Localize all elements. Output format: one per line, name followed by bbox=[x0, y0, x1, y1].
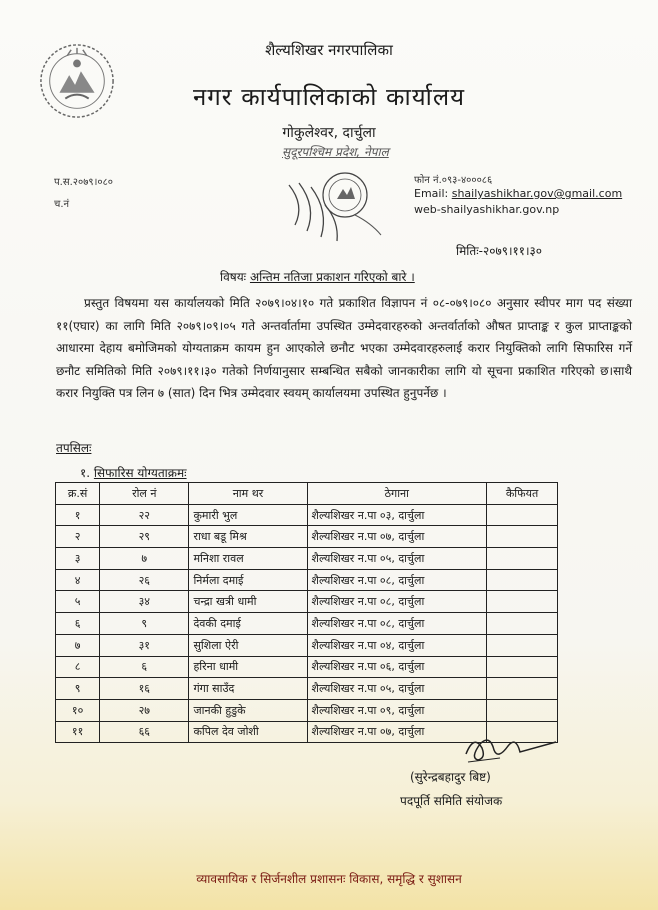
table-row bbox=[56, 569, 558, 591]
cell-serial: ८ bbox=[56, 656, 100, 678]
cell-remarks bbox=[487, 569, 558, 591]
cell-roll: ६६ bbox=[100, 721, 189, 743]
cell-name: गंगा साउँद bbox=[189, 678, 307, 700]
tapasil-heading: तपसिलः bbox=[56, 441, 92, 455]
phone-number: फोन नं.०९३-४०००८६ bbox=[414, 175, 493, 186]
municipality-name: शैल्यशिखर नगरपालिका bbox=[265, 41, 393, 59]
cell-roll: ७ bbox=[100, 548, 189, 570]
table-row bbox=[56, 613, 558, 635]
cell-serial: ७ bbox=[56, 634, 100, 656]
header-remarks: कैफियत bbox=[487, 483, 558, 505]
office-place: गोकुलेश्वर, दार्चुला bbox=[282, 125, 376, 141]
cell-serial: ४ bbox=[56, 569, 100, 591]
signatory-title: पदपूर्ति समिति संयोजक bbox=[400, 794, 503, 808]
cell-roll: ९ bbox=[100, 613, 189, 635]
website: web-shailyashikhar.gov.np bbox=[414, 203, 560, 216]
subject-label: विषयः bbox=[220, 270, 247, 284]
cell-name: निर्मला दमाई bbox=[189, 569, 307, 591]
cell-name: चन्द्रा खत्री धामी bbox=[189, 591, 307, 613]
cell-address: शैल्यशिखर न.पा ०६, दार्चुला bbox=[307, 656, 487, 678]
subject-line bbox=[220, 268, 415, 285]
cell-serial: २ bbox=[56, 526, 100, 548]
section-title: सिफारिस योग्यताक्रमः bbox=[93, 466, 187, 480]
body-paragraph: प्रस्तुत विषयमा यस कार्यालयको मिति २०७९।०४।१० गते प्रकाशित विज्ञापन नं ०८-०७९।०८० अनुसार स्वीपर माग पद संख्या ११(एघार) का लागि मिति २०७९।०९।०५ गते अन्तर्वार्तामा उपस्थित उम्मेदवारहरुको अन्तर्वार्ताको औषत प्राप्ताङ्क र कुल प्राप्ताङ्कको आधारमा देहाय बमोजिमको योग्यताक्रम कायम हुन आएकोले छनौट भएका उम्मेदवारहरुलाई करार नियुक्तिको लागि सिफारिस गर्ने छनौट समितिको मिति २०७९।११।३० गतेको निर्णयानुसार सम्बन्धित सबैको जानकारीका लागि यो सूचना प्रकाशित गरिएको छ।साथै करार नियुक्ति पत्र लिन ७ (सात) दिन भित्र उम्मेदवार स्वयम् कार्यालयमा उपस्थित हुनुपर्नेछ । bbox=[56, 296, 632, 400]
cell-address: शैल्यशिखर न.पा ०८, दार्चुला bbox=[307, 569, 487, 591]
subject-text: अन्तिम नतिजा प्रकाशन गरिएको बारे । bbox=[249, 270, 415, 284]
table-row bbox=[56, 634, 558, 656]
cell-serial: ३ bbox=[56, 548, 100, 570]
cell-roll: ३१ bbox=[100, 634, 189, 656]
cell-remarks bbox=[487, 678, 558, 700]
recommendation-table bbox=[55, 482, 558, 743]
section-heading bbox=[80, 464, 187, 481]
office-title: नगर कार्यपालिकाको कार्यालय bbox=[192, 83, 466, 111]
dispatch-number: च.नं bbox=[54, 199, 70, 210]
cell-address: शैल्यशिखर न.पा ०३, दार्चुला bbox=[307, 504, 487, 526]
cell-name: कुमारी भुल bbox=[189, 504, 307, 526]
signature-icon bbox=[460, 728, 560, 768]
cell-roll: १६ bbox=[100, 678, 189, 700]
reference-number: प.स.२०७९।०८० bbox=[54, 177, 113, 188]
cell-address: शैल्यशिखर न.पा ०८, दार्चुला bbox=[307, 613, 487, 635]
cell-address: शैल्यशिखर न.पा ०५, दार्चुला bbox=[307, 678, 487, 700]
footer-slogan: व्यावसायिक र सिर्जनशील प्रशासनः विकास, समृद्धि र सुशासन bbox=[196, 872, 462, 886]
letter-date: मितिः-२०७९।११।३० bbox=[456, 244, 543, 258]
cell-roll: २६ bbox=[100, 569, 189, 591]
email-line bbox=[414, 187, 622, 200]
cell-address: शैल्यशिखर न.पा ०५, दार्चुला bbox=[307, 548, 487, 570]
cell-serial: ९ bbox=[56, 678, 100, 700]
cell-remarks bbox=[487, 526, 558, 548]
cell-name: मनिशा रावल bbox=[189, 548, 307, 570]
header-address: ठेगाना bbox=[307, 483, 487, 505]
cell-serial: ११ bbox=[56, 721, 100, 743]
table-row bbox=[56, 548, 558, 570]
cell-roll: २९ bbox=[100, 526, 189, 548]
table-row bbox=[56, 699, 558, 721]
cell-serial: ५ bbox=[56, 591, 100, 613]
cell-name: जानकी हुडुके bbox=[189, 699, 307, 721]
cell-remarks bbox=[487, 613, 558, 635]
email-link[interactable]: shailyashikhar.gov@gmail.com bbox=[451, 187, 623, 200]
cell-address: शैल्यशिखर न.पा ०९, दार्चुला bbox=[307, 699, 487, 721]
table-header-row bbox=[56, 483, 558, 505]
cell-remarks bbox=[487, 548, 558, 570]
cell-name: देवकी दमाई bbox=[189, 613, 307, 635]
cell-remarks bbox=[487, 699, 558, 721]
cell-remarks bbox=[487, 656, 558, 678]
cell-address: शैल्यशिखर न.पा ०७, दार्चुला bbox=[307, 721, 487, 743]
header-name: नाम थर bbox=[189, 483, 307, 505]
cell-roll: २२ bbox=[100, 504, 189, 526]
cell-name: हरिना धामी bbox=[189, 656, 307, 678]
cell-address: शैल्यशिखर न.पा ०७, दार्चुला bbox=[307, 526, 487, 548]
cell-name: सुशिला ऐरी bbox=[189, 634, 307, 656]
office-province: सुदूरपश्चिम प्रदेश, नेपाल bbox=[282, 145, 389, 159]
table-row bbox=[56, 591, 558, 613]
cell-remarks bbox=[487, 634, 558, 656]
cell-serial: १० bbox=[56, 699, 100, 721]
header-roll: रोल नं bbox=[100, 483, 189, 505]
table-row bbox=[56, 678, 558, 700]
cell-remarks bbox=[487, 591, 558, 613]
cell-roll: ६ bbox=[100, 656, 189, 678]
cell-serial: ६ bbox=[56, 613, 100, 635]
email-label: Email: bbox=[414, 187, 449, 200]
section-number: १. bbox=[80, 466, 91, 480]
table-row bbox=[56, 526, 558, 548]
table-row bbox=[56, 504, 558, 526]
cell-remarks bbox=[487, 504, 558, 526]
cell-roll: २७ bbox=[100, 699, 189, 721]
cell-address: शैल्यशिखर न.पा ०४, दार्चुला bbox=[307, 634, 487, 656]
cell-name: कपिल देव जोशी bbox=[189, 721, 307, 743]
cell-name: राधा बडू मिश्र bbox=[189, 526, 307, 548]
cell-serial: १ bbox=[56, 504, 100, 526]
signatory-name: (सुरेन्द्रबहादुर बिष्ट) bbox=[410, 770, 491, 784]
header-serial: क्र.सं bbox=[56, 483, 100, 505]
cell-address: शैल्यशिखर न.पा ०८, दार्चुला bbox=[307, 591, 487, 613]
table-row bbox=[56, 656, 558, 678]
cell-roll: ३४ bbox=[100, 591, 189, 613]
office-stamp-icon bbox=[285, 165, 385, 245]
